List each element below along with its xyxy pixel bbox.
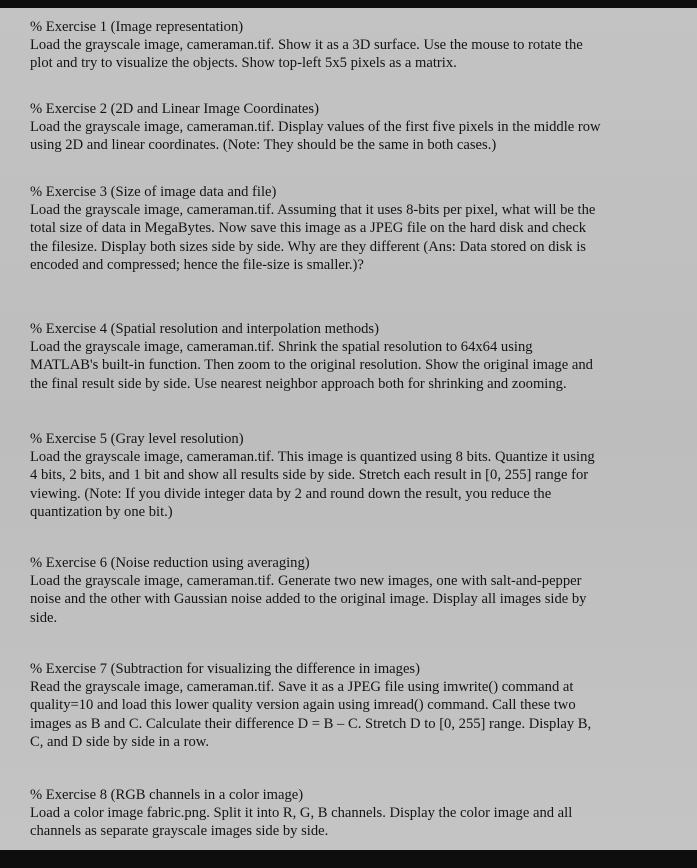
exercise-heading: % Exercise 2 (2D and Linear Image Coordinates)	[30, 101, 319, 117]
exercise-text-line: viewing. (Note: If you divide integer data by 2 and round down the result, you reduce the	[30, 485, 552, 502]
exercise-1	[30, 18, 680, 73]
exercise-heading: % Exercise 5 (Gray level resolution)	[30, 431, 244, 447]
exercise-text-line: Load the grayscale image, cameraman.tif. Display values of the first five pixels in the middle row	[30, 119, 601, 136]
exercise-heading: % Exercise 6 (Noise reduction using averaging)	[30, 555, 310, 571]
exercise-text-line: MATLAB's built-in function. Then zoom to the original resolution. Show the original image and	[30, 357, 593, 374]
exercise-text-line: channels as separate grayscale images side by side.	[30, 823, 329, 840]
exercise-4	[30, 320, 680, 393]
document-page	[0, 8, 697, 850]
exercise-text-line: Load the grayscale image, cameraman.tif. Show it as a 3D surface. Use the mouse to rotate the	[30, 37, 583, 54]
exercise-text-line: Load the grayscale image, cameraman.tif. This image is quantized using 8 bits. Quantize it using	[30, 449, 595, 466]
exercise-text-line: Load a color image fabric.png. Split it into R, G, B channels. Display the color image and all	[30, 805, 573, 822]
exercise-text-line: encoded and compressed; hence the file-size is smaller.)?	[30, 256, 364, 273]
exercise-text-line: images as B and C. Calculate their difference D = B – C. Stretch D to [0, 255] range. Display B,	[30, 715, 592, 732]
exercise-text-line: Read the grayscale image, cameraman.tif. Save it as a JPEG file using imwrite() command at	[30, 679, 574, 696]
exercise-heading: % Exercise 3 (Size of image data and file)	[30, 184, 277, 200]
exercise-text-line: quality=10 and load this lower quality version again using imread() command. Call these two	[30, 697, 576, 714]
exercise-3	[30, 183, 680, 274]
exercise-text-line: quantization by one bit.)	[30, 503, 173, 520]
exercise-text-line: 4 bits, 2 bits, and 1 bit and show all results side by side. Stretch each result in [0, 255] range for	[30, 467, 589, 484]
exercise-8	[30, 786, 680, 841]
exercise-text-line: Load the grayscale image, cameraman.tif. Generate two new images, one with salt-and-pepper	[30, 573, 582, 590]
exercise-2	[30, 100, 680, 155]
exercise-text-line: the filesize. Display both sizes side by side. Why are they different (Ans: Data stored on disk is	[30, 238, 586, 255]
exercise-text-line: total size of data in MegaBytes. Now save this image as a JPEG file on the hard disk and check	[30, 220, 587, 237]
exercise-text-line: Load the grayscale image, cameraman.tif. Shrink the spatial resolution to 64x64 using	[30, 339, 533, 356]
exercise-6	[30, 554, 680, 627]
bottom-frame-bar	[0, 850, 697, 868]
exercise-text-line: using 2D and linear coordinates. (Note: They should be the same in both cases.)	[30, 137, 497, 154]
exercise-heading: % Exercise 4 (Spatial resolution and interpolation methods)	[30, 321, 379, 337]
exercise-heading: % Exercise 1 (Image representation)	[30, 19, 244, 35]
exercise-5	[30, 430, 680, 521]
exercise-text-line: Load the grayscale image, cameraman.tif. Assuming that it uses 8-bits per pixel, what will be the	[30, 202, 596, 219]
exercise-heading: % Exercise 8 (RGB channels in a color image)	[30, 787, 304, 803]
exercise-text-line: the final result side by side. Use nearest neighbor approach both for shrinking and zooming.	[30, 375, 567, 392]
exercise-heading: % Exercise 7 (Subtraction for visualizing the difference in images)	[30, 661, 420, 677]
exercise-text-line: C, and D side by side in a row.	[30, 733, 210, 750]
top-frame-bar	[0, 0, 697, 8]
exercise-text-line: plot and try to visualize the objects. Show top-left 5x5 pixels as a matrix.	[30, 55, 457, 72]
exercise-text-line: noise and the other with Gaussian noise added to the original image. Display all images side by	[30, 591, 587, 608]
exercise-text-line: side.	[30, 609, 58, 626]
exercise-7	[30, 660, 680, 751]
